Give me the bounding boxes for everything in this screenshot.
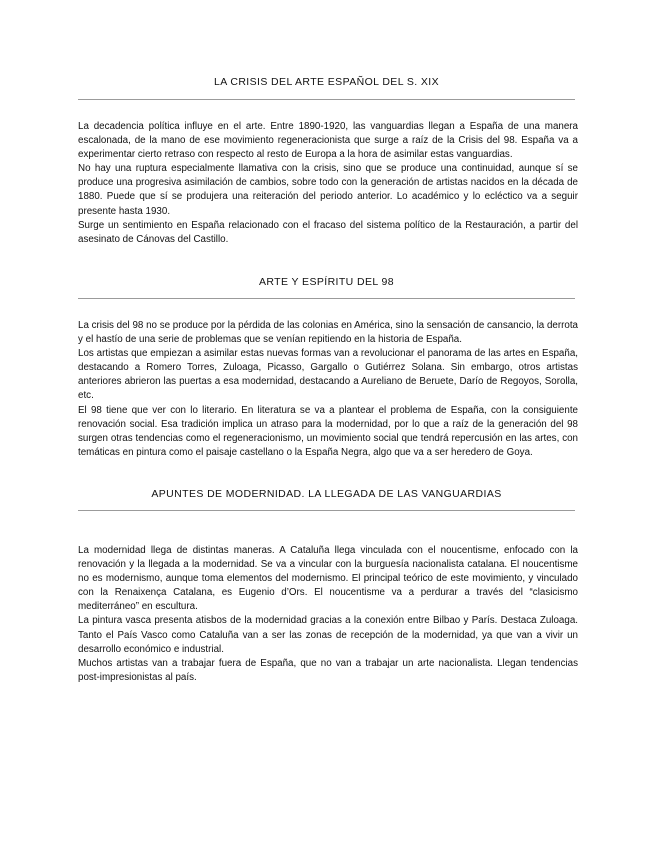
- paragraph: La decadencia política influye en el arte. Entre 1890-1920, las vanguardias llegan a España de una manera escalonada, de la mano de ese movimiento regeneracionista que surge a raíz de la Crisis del 98. España va a experimentar cierto retraso con respecto al resto de Europa a la hora de asimilar estas vanguardias.: [78, 121, 578, 161]
- section-heading-crisis: LA CRISIS DEL ARTE ESPAÑOL DEL S. XIX: [213, 76, 440, 88]
- section-divider: [78, 99, 575, 100]
- section-divider: [78, 298, 575, 299]
- section-heading-modernidad: APUNTES DE MODERNIDAD. LA LLEGADA DE LAS VANGUARDIAS: [151, 488, 502, 500]
- section-heading-arte-espiritu: ARTE Y ESPÍRITU DEL 98: [258, 276, 395, 288]
- paragraph: La modernidad llega de distintas maneras. A Cataluña llega vinculada con el noucentisme, enfocado con la renovación y la llegada a la modernidad. Se va a vincular con la burguesía nacionalista catalana. El noucentisme no es modernismo, aunque toma elementos del modernismo. El principal teórico de este movimiento, y vinculado con la Renaixença Catalana, es Eugenio d’Ors. El noucentisme va a perdurar a través del “clasicismo mediterráneo” en escultura.: [78, 545, 578, 613]
- section-divider: [78, 510, 575, 511]
- paragraph: Muchos artistas van a trabajar fuera de España, que no van a trabajar un arte nacionalista. Llegan tendencias post-impresionistas al país.: [78, 657, 578, 683]
- section-body-modernidad: [78, 544, 578, 685]
- paragraph: La crisis del 98 no se produce por la pérdida de las colonias en América, sino la sensación de cansancio, la derrota y el hastío de una serie de problemas que se venían repitiendo en la historia de España.: [78, 320, 578, 346]
- paragraph: La pintura vasca presenta atisbos de la modernidad gracias a la conexión entre Bilbao y París. Destaca Zuloaga. Tanto el País Vasco como Cataluña van a ser las zonas de recepción de la modernidad, ya que van a vivir un desarrollo económico e industrial.: [78, 615, 578, 655]
- section-body-arte-espiritu: [78, 319, 578, 460]
- paragraph: Los artistas que empiezan a asimilar estas nuevas formas van a revolucionar el panorama de las artes en España, destacando a Romero Torres, Zuloaga, Picasso, Gargallo o Gutiérrez Solana. Sin embargo, otros artistas anteriores abrieron las puertas a esa modernidad, destacando a Aureliano de Beruete, Darío de Regoyos, Sorolla, etc.: [78, 348, 578, 402]
- section-body-crisis: [78, 120, 578, 247]
- paragraph: El 98 tiene que ver con lo literario. En literatura se va a plantear el problema de España, con la consiguiente renovación social. Esa tradición implica un atraso para la modernidad, por lo que a raíz de la generación del 98 surgen otras tendencias como el regeneracionismo, un movimiento social que tendrá repercusión en las artes, con temáticas en pintura como el paisaje castellano o la España Negra, algo que va a ser heredero de Goya.: [78, 404, 578, 458]
- paragraph: No hay una ruptura especialmente llamativa con la crisis, sino que se produce una continuidad, aunque sí se produce una progresiva asimilación de cambios, sobre todo con la generación de artistas nacidos en la década de 1880. Puede que sí se produjera una reiteración del periodo anterior. Lo académico y lo ecléctico va a seguir presente hasta 1930.: [78, 163, 578, 217]
- paragraph: Surge un sentimiento en España relacionado con el fracaso del sistema político de la Restauración, a partir del asesinato de Cánovas del Castillo.: [78, 219, 578, 245]
